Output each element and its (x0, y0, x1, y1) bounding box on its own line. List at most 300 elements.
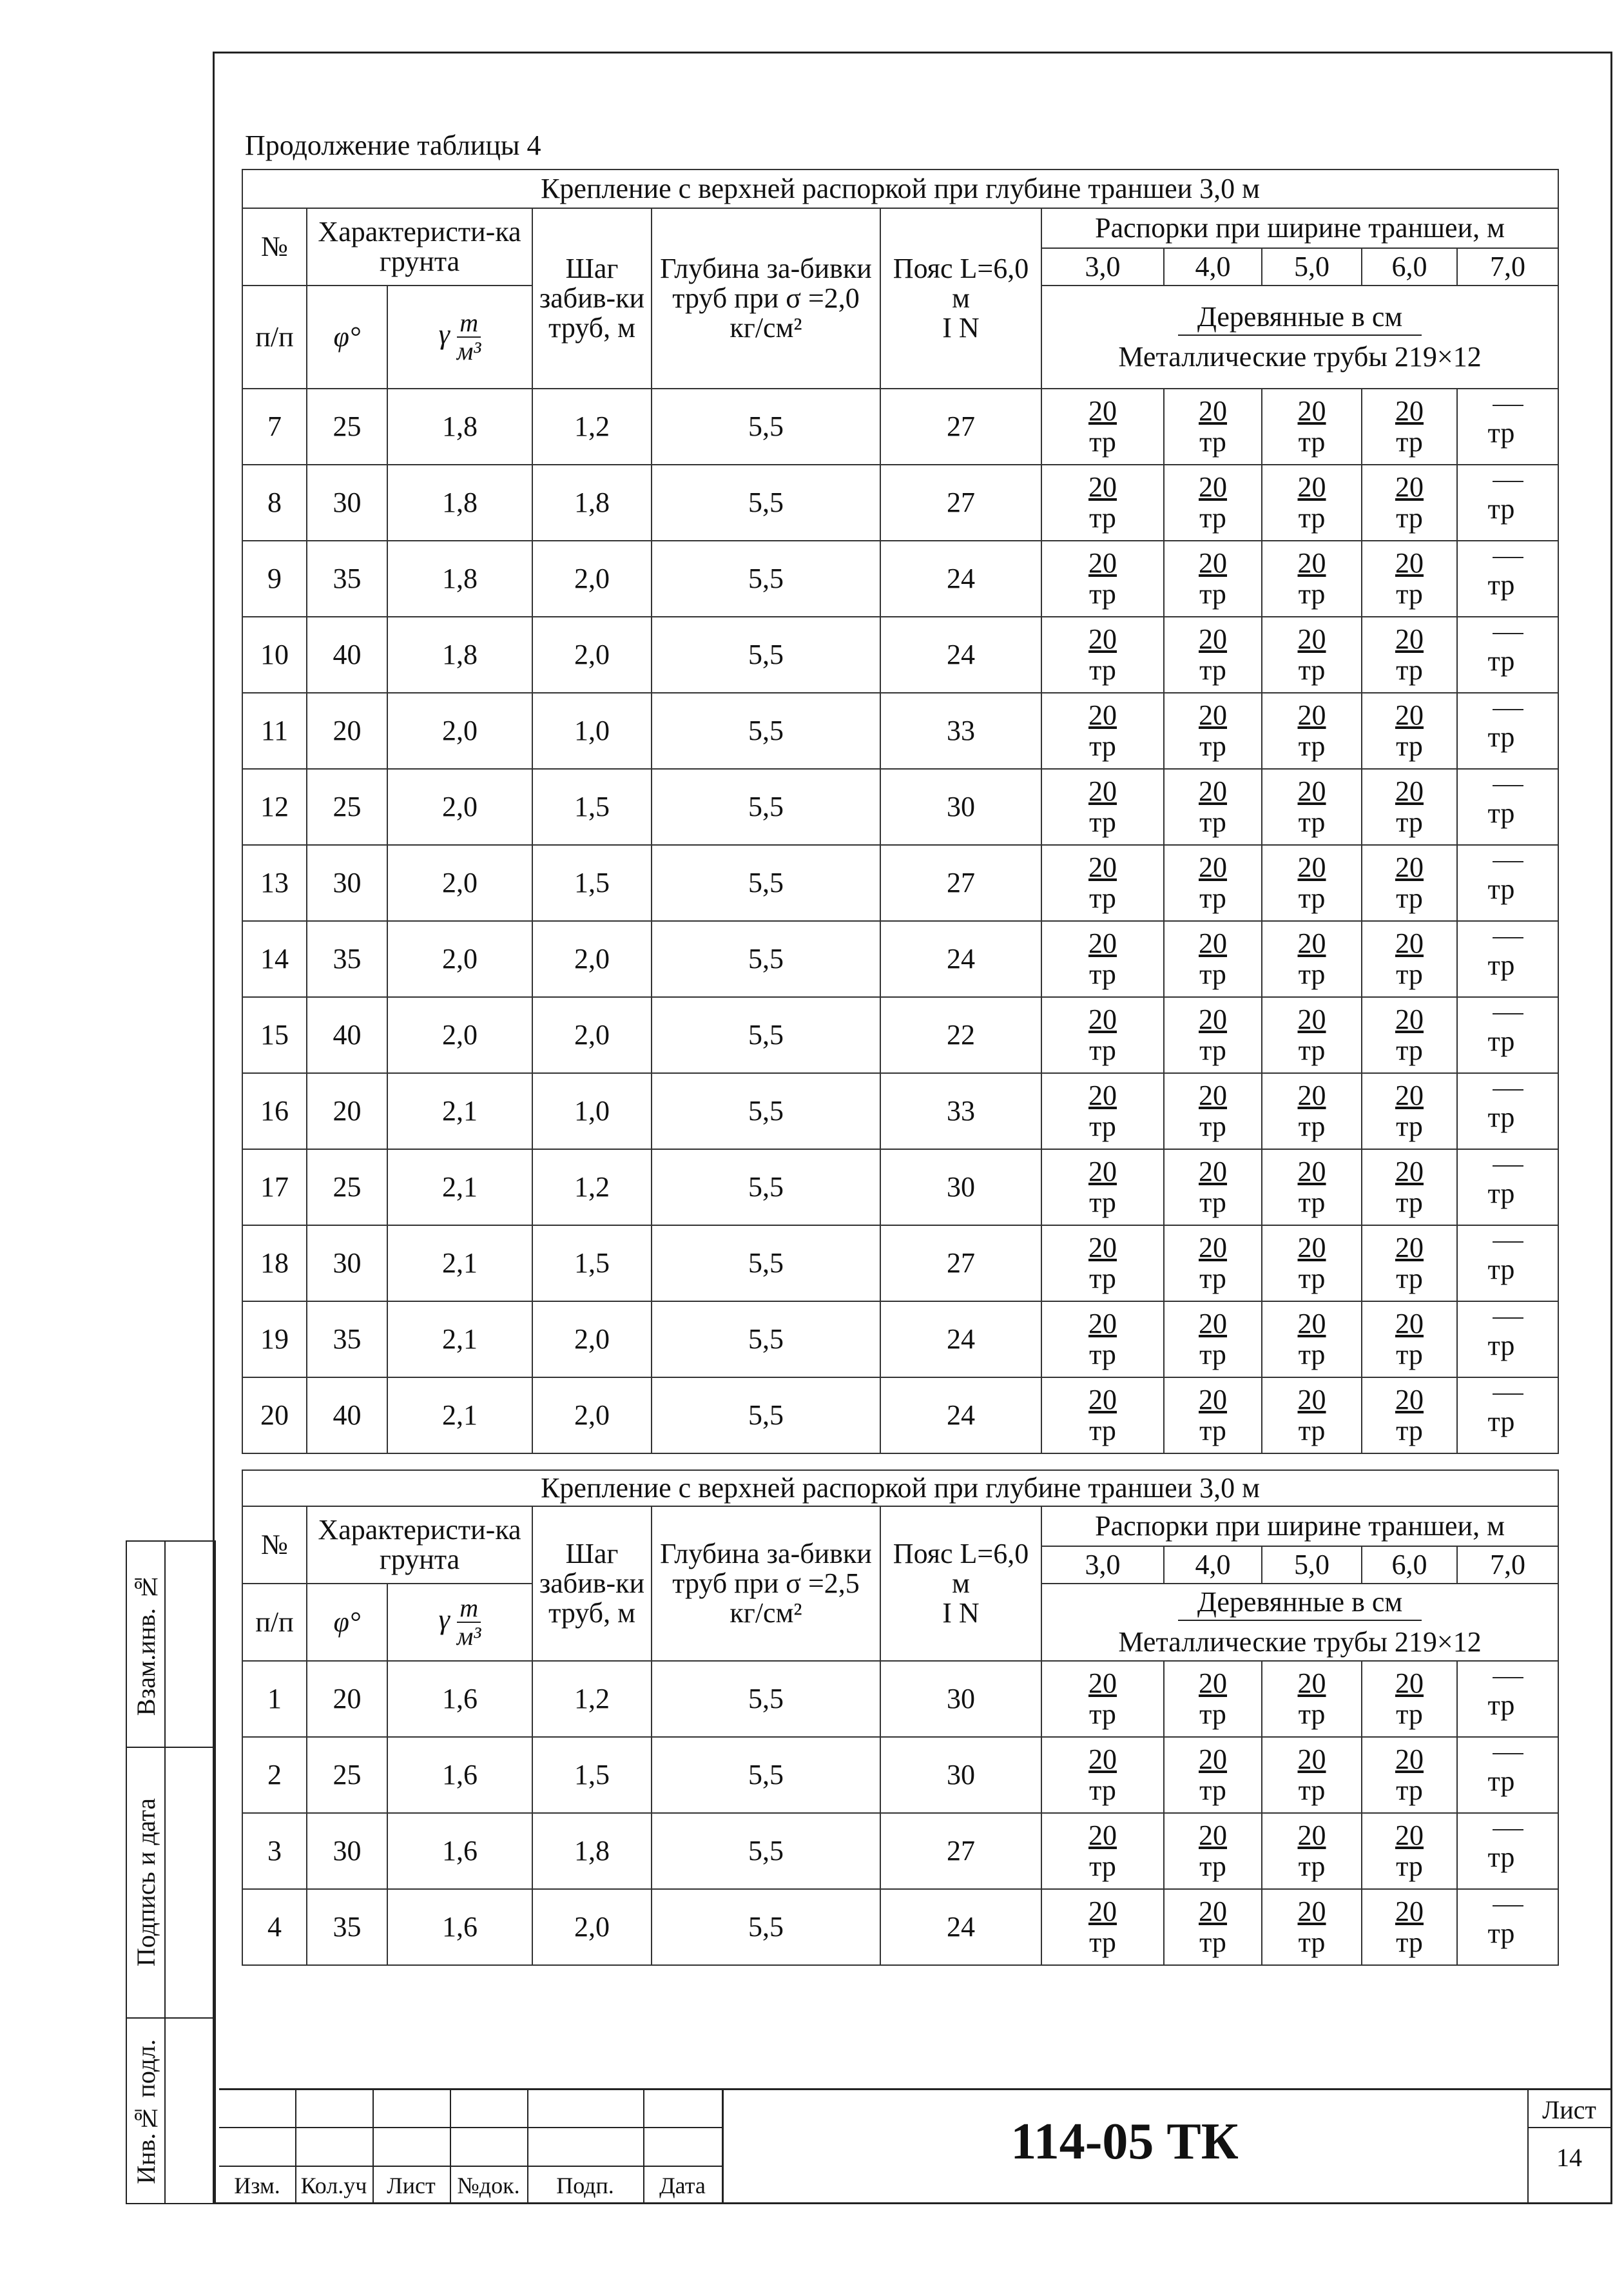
gamma-value: 2,1 (387, 1301, 532, 1377)
table-row (242, 997, 1558, 1073)
gamma-value: 2,0 (387, 845, 532, 921)
belt-value: 27 (880, 1225, 1041, 1301)
row-number: 20 (242, 1377, 307, 1453)
spacer-cell (1041, 997, 1164, 1073)
depth-value: 5,5 (652, 845, 880, 921)
wood-size: 20 (1199, 623, 1227, 655)
wood-size: 20 (1395, 1079, 1424, 1111)
phi-value: 40 (307, 617, 387, 693)
wood-size: 20 (1395, 1667, 1424, 1699)
spacer-cell (1362, 1073, 1457, 1149)
wood-size: 20 (1088, 775, 1117, 807)
spacer-cell-last (1457, 769, 1558, 845)
wood-size: 20 (1297, 1383, 1326, 1415)
wood-size: 20 (1199, 1003, 1227, 1035)
pipe-label: тр (1396, 1110, 1423, 1142)
spacer-cell (1362, 1225, 1457, 1301)
pipe-label: тр (1298, 730, 1326, 762)
wood-size: 20 (1199, 1895, 1227, 1927)
row-number: 3 (242, 1813, 307, 1889)
left-stamp (126, 1540, 216, 2204)
pipe-label: тр (1199, 1110, 1226, 1142)
gamma-value: 2,1 (387, 1377, 532, 1453)
spacer-cell (1041, 1889, 1164, 1965)
pipe-label: тр (1089, 1698, 1116, 1730)
soil-header: Характеристи-ка грунта (307, 1506, 532, 1584)
stamp-vzam: Взам.инв. № (131, 1572, 160, 1716)
dash-mark (1493, 1013, 1523, 1014)
wood-size: 20 (1395, 927, 1424, 959)
row-number: 13 (242, 845, 307, 921)
spacers-header: Распорки при ширине траншеи, м (1041, 1506, 1558, 1546)
wood-size: 20 (1395, 851, 1424, 883)
spacer-cell (1164, 997, 1262, 1073)
pipe-label: тр (1298, 1187, 1326, 1218)
row-number: 1 (242, 1661, 307, 1737)
spacer-cell (1262, 921, 1362, 997)
wood-size: 20 (1088, 1155, 1117, 1187)
pipe-label: тр (1089, 578, 1116, 610)
row-number: 16 (242, 1073, 307, 1149)
dash-mark (1493, 1677, 1523, 1678)
pipe-label: тр (1199, 654, 1226, 686)
spacer-cell (1362, 541, 1457, 617)
gamma-header: γ т м³ (387, 286, 532, 389)
pipe-label: тр (1089, 958, 1116, 990)
sheet-label: Лист (1542, 2095, 1596, 2124)
pipe-label: тр (1089, 882, 1116, 914)
pipe-label: тр (1396, 426, 1423, 458)
stamp-inv: Инв.№ подл. (131, 2039, 160, 2184)
wood-size: 20 (1088, 1667, 1117, 1699)
wood-size: 20 (1395, 1155, 1424, 1187)
pipe-label: тр (1487, 1025, 1515, 1057)
depth-value: 5,5 (652, 1813, 880, 1889)
depth-value: 5,5 (652, 769, 880, 845)
wood-size: 20 (1395, 1743, 1424, 1775)
phi-value: 35 (307, 921, 387, 997)
dash-mark (1493, 1829, 1523, 1830)
wood-size: 20 (1297, 1307, 1326, 1339)
step-value: 1,8 (532, 1813, 652, 1889)
spacer-cell (1164, 1149, 1262, 1225)
phi-value: 40 (307, 997, 387, 1073)
wood-size: 20 (1297, 623, 1326, 655)
num-header: № (242, 208, 307, 286)
spacer-cell (1041, 1377, 1164, 1453)
wood-size: 20 (1297, 547, 1326, 579)
wood-size: 20 (1088, 851, 1117, 883)
width-header: 5,0 (1262, 1546, 1362, 1584)
depth-value: 5,5 (652, 1377, 880, 1453)
row-number: 10 (242, 617, 307, 693)
pipe-label: тр (1199, 1187, 1226, 1218)
row-number: 2 (242, 1737, 307, 1813)
pipe-label: тр (1199, 502, 1226, 534)
phi-value: 35 (307, 1301, 387, 1377)
table-row (242, 1073, 1558, 1149)
phi-value: 25 (307, 1737, 387, 1813)
gamma-value: 2,0 (387, 693, 532, 769)
step-value: 2,0 (532, 617, 652, 693)
step-value: 2,0 (532, 541, 652, 617)
wood-size: 20 (1199, 927, 1227, 959)
step-value: 1,5 (532, 1225, 652, 1301)
wood-size: 20 (1088, 1819, 1117, 1851)
phi-value: 25 (307, 769, 387, 845)
wood-size: 20 (1088, 547, 1117, 579)
phi-value: 35 (307, 1889, 387, 1965)
wood-size: 20 (1199, 851, 1227, 883)
pipe-label: тр (1396, 1263, 1423, 1294)
wood-size: 20 (1395, 1819, 1424, 1851)
pipe-label: тр (1396, 1698, 1423, 1730)
wood-size: 20 (1395, 623, 1424, 655)
wood-size: 20 (1297, 1819, 1326, 1851)
row-number: 7 (242, 389, 307, 465)
spacer-cell (1041, 389, 1164, 465)
pipe-label: тр (1396, 958, 1423, 990)
gamma-value: 1,6 (387, 1889, 532, 1965)
depth-header: Глубина за-бивки труб при σ =2,5 кг/см² (652, 1506, 880, 1661)
spacer-cell (1362, 617, 1457, 693)
wood-size: 20 (1395, 470, 1424, 503)
spacer-cell (1262, 1301, 1362, 1377)
material-header: Деревянные в см Металлические трубы 219×12 (1041, 1584, 1558, 1661)
pipe-label: тр (1199, 806, 1226, 838)
tb-podp: Подп. (556, 2173, 614, 2198)
pipe-label: тр (1487, 1917, 1515, 1949)
table-row (242, 541, 1558, 617)
table-title: Крепление с верхней распоркой при глубине траншеи 3,0 м (242, 1470, 1558, 1506)
dash-mark (1493, 557, 1523, 558)
spacer-cell (1164, 921, 1262, 997)
wood-size: 20 (1199, 1155, 1227, 1187)
wood-size: 20 (1199, 1231, 1227, 1263)
belt-value: 27 (880, 845, 1041, 921)
wood-size: 20 (1297, 851, 1326, 883)
wood-size: 20 (1297, 1003, 1326, 1035)
pipe-label: тр (1199, 958, 1226, 990)
tb-izm: Изм. (234, 2173, 280, 2198)
dash-mark (1493, 937, 1523, 938)
pipe-label: тр (1396, 730, 1423, 762)
step-value: 2,0 (532, 1377, 652, 1453)
pipe-label: тр (1487, 1177, 1515, 1209)
phi-value: 20 (307, 693, 387, 769)
depth-value: 5,5 (652, 541, 880, 617)
soil-header: Характеристи-ка грунта (307, 208, 532, 286)
spacer-cell-last (1457, 997, 1558, 1073)
pipe-label: тр (1089, 1774, 1116, 1806)
gamma-header: γ т м³ (387, 1584, 532, 1661)
pipe-label: тр (1089, 730, 1116, 762)
spacer-cell (1362, 1889, 1457, 1965)
wood-size: 20 (1297, 699, 1326, 731)
spacer-cell (1164, 465, 1262, 541)
spacer-cell (1262, 1073, 1362, 1149)
spacer-cell (1164, 541, 1262, 617)
row-number: 11 (242, 693, 307, 769)
gamma-value: 2,0 (387, 769, 532, 845)
pipe-label: тр (1298, 1774, 1326, 1806)
material-header: Деревянные в см Металлические трубы 219×12 (1041, 286, 1558, 389)
depth-value: 5,5 (652, 921, 880, 997)
wood-size: 20 (1395, 547, 1424, 579)
pipe-label: тр (1199, 1850, 1226, 1882)
pipe-label: тр (1396, 1415, 1423, 1446)
step-value: 2,0 (532, 1301, 652, 1377)
table-row (242, 1149, 1558, 1225)
dash-mark (1493, 1317, 1523, 1319)
row-number: 8 (242, 465, 307, 541)
pipe-label: тр (1199, 1698, 1226, 1730)
pipe-label: тр (1487, 1405, 1515, 1437)
width-header: 6,0 (1362, 1546, 1457, 1584)
pipe-label: тр (1487, 645, 1515, 677)
dash-mark (1493, 785, 1523, 786)
depth-value: 5,5 (652, 389, 880, 465)
spacer-cell (1262, 997, 1362, 1073)
belt-value: 27 (880, 1813, 1041, 1889)
table-2 (242, 1469, 1559, 1966)
phi-value: 20 (307, 1661, 387, 1737)
spacer-cell (1362, 389, 1457, 465)
row-number: 4 (242, 1889, 307, 1965)
spacer-cell (1362, 845, 1457, 921)
spacer-cell (1164, 693, 1262, 769)
pipe-label: тр (1396, 1926, 1423, 1958)
wood-size: 20 (1297, 1155, 1326, 1187)
pipe-label: тр (1396, 1034, 1423, 1066)
wood-size: 20 (1088, 1895, 1117, 1927)
step-value: 1,5 (532, 1737, 652, 1813)
spacer-cell (1262, 1737, 1362, 1813)
depth-value: 5,5 (652, 465, 880, 541)
belt-value: 33 (880, 693, 1041, 769)
gamma-value: 1,8 (387, 389, 532, 465)
depth-value: 5,5 (652, 693, 880, 769)
row-number: 18 (242, 1225, 307, 1301)
wood-size: 20 (1297, 1231, 1326, 1263)
gamma-value: 1,8 (387, 541, 532, 617)
gamma-value: 2,1 (387, 1149, 532, 1225)
spacer-cell (1041, 693, 1164, 769)
pipe-label: тр (1199, 1415, 1226, 1446)
gamma-value: 1,8 (387, 465, 532, 541)
table-row (242, 1737, 1558, 1813)
spacer-cell-last (1457, 921, 1558, 997)
belt-value: 30 (880, 1737, 1041, 1813)
table-1 (242, 169, 1559, 1454)
num-header-2: п/п (242, 286, 307, 389)
row-number: 19 (242, 1301, 307, 1377)
pipe-label: тр (1396, 1850, 1423, 1882)
pipe-label: тр (1199, 730, 1226, 762)
tb-ndok: №док. (457, 2173, 520, 2198)
wood-size: 20 (1395, 1003, 1424, 1035)
pipe-label: тр (1487, 1689, 1515, 1721)
num-header: № (242, 1506, 307, 1584)
spacer-cell-last (1457, 1813, 1558, 1889)
gamma-value: 1,8 (387, 617, 532, 693)
spacer-cell (1041, 1301, 1164, 1377)
wood-size: 20 (1297, 927, 1326, 959)
belt-value: 24 (880, 1889, 1041, 1965)
spacer-cell (1164, 1377, 1262, 1453)
spacer-cell (1362, 1737, 1457, 1813)
pipe-label: тр (1199, 1774, 1226, 1806)
width-header: 4,0 (1164, 248, 1262, 286)
spacer-cell-last (1457, 1377, 1558, 1453)
wood-size: 20 (1199, 1743, 1227, 1775)
phi-value: 30 (307, 1813, 387, 1889)
spacer-cell (1041, 465, 1164, 541)
gamma-value: 1,6 (387, 1813, 532, 1889)
doc-code: 114-05 ТК (1010, 2113, 1239, 2170)
phi-value: 35 (307, 541, 387, 617)
spacer-cell (1164, 1661, 1262, 1737)
row-number: 9 (242, 541, 307, 617)
dash-mark (1493, 1905, 1523, 1906)
spacer-cell (1362, 693, 1457, 769)
spacer-cell (1262, 1149, 1362, 1225)
spacer-cell (1262, 465, 1362, 541)
spacers-header: Распорки при ширине траншеи, м (1041, 208, 1558, 248)
step-value: 1,8 (532, 465, 652, 541)
spacer-cell-last (1457, 1737, 1558, 1813)
wood-size: 20 (1297, 1079, 1326, 1111)
pipe-label: тр (1298, 1263, 1326, 1294)
table-row (242, 1301, 1558, 1377)
spacer-cell (1041, 1225, 1164, 1301)
belt-header: Пояс L=6,0 м I N (880, 208, 1041, 389)
spacer-cell (1164, 389, 1262, 465)
width-header: 7,0 (1457, 1546, 1558, 1584)
spacer-cell (1041, 769, 1164, 845)
step-value: 1,5 (532, 769, 652, 845)
pipe-label: тр (1298, 502, 1326, 534)
wood-size: 20 (1395, 1307, 1424, 1339)
pipe-label: тр (1089, 1339, 1116, 1370)
step-value: 2,0 (532, 997, 652, 1073)
wood-size: 20 (1088, 394, 1117, 427)
spacer-cell (1362, 769, 1457, 845)
spacer-cell-last (1457, 389, 1558, 465)
table-row (242, 1813, 1558, 1889)
pipe-label: тр (1487, 1329, 1515, 1361)
width-header: 7,0 (1457, 248, 1558, 286)
spacer-cell-last (1457, 845, 1558, 921)
spacer-cell (1041, 617, 1164, 693)
pipe-label: тр (1298, 1926, 1326, 1958)
depth-value: 5,5 (652, 1149, 880, 1225)
spacer-cell (1164, 1889, 1262, 1965)
dash-mark (1493, 709, 1523, 710)
row-number: 12 (242, 769, 307, 845)
table-row (242, 1661, 1558, 1737)
pipe-label: тр (1199, 1926, 1226, 1958)
depth-header: Глубина за-бивки труб при σ =2,0 кг/см² (652, 208, 880, 389)
spacer-cell (1262, 617, 1362, 693)
belt-value: 24 (880, 541, 1041, 617)
wood-size: 20 (1199, 1667, 1227, 1699)
pipe-label: тр (1089, 1034, 1116, 1066)
pipe-label: тр (1089, 1850, 1116, 1882)
belt-value: 24 (880, 921, 1041, 997)
pipe-label: тр (1089, 1926, 1116, 1958)
pipe-label: тр (1487, 1101, 1515, 1133)
belt-value: 27 (880, 389, 1041, 465)
wood-size: 20 (1088, 1003, 1117, 1035)
wood-size: 20 (1088, 1231, 1117, 1263)
wood-size: 20 (1088, 1383, 1117, 1415)
wood-size: 20 (1395, 1895, 1424, 1927)
belt-value: 30 (880, 1661, 1041, 1737)
dash-mark (1493, 861, 1523, 862)
spacer-cell (1262, 693, 1362, 769)
spacer-cell (1362, 1661, 1457, 1737)
spacer-cell (1362, 465, 1457, 541)
wood-size: 20 (1395, 394, 1424, 427)
spacer-cell-last (1457, 1661, 1558, 1737)
dash-mark (1493, 1393, 1523, 1395)
step-header: Шаг забив-ки труб, м (532, 208, 652, 389)
dash-mark (1493, 1165, 1523, 1167)
step-value: 1,2 (532, 389, 652, 465)
pipe-label: тр (1487, 873, 1515, 905)
gamma-value: 1,6 (387, 1737, 532, 1813)
spacer-cell (1262, 1813, 1362, 1889)
table-row (242, 845, 1558, 921)
step-value: 1,5 (532, 845, 652, 921)
table-row (242, 1225, 1558, 1301)
phi-value: 30 (307, 845, 387, 921)
table-row (242, 1889, 1558, 1965)
wood-size: 20 (1395, 1383, 1424, 1415)
pipe-label: тр (1298, 578, 1326, 610)
pipe-label: тр (1487, 1765, 1515, 1797)
width-header: 6,0 (1362, 248, 1457, 286)
pipe-label: тр (1298, 806, 1326, 838)
pipe-label: тр (1396, 882, 1423, 914)
row-number: 15 (242, 997, 307, 1073)
table-row (242, 617, 1558, 693)
spacer-cell (1041, 1073, 1164, 1149)
spacer-cell (1041, 845, 1164, 921)
dash-mark (1493, 1089, 1523, 1091)
width-header: 3,0 (1041, 248, 1164, 286)
belt-value: 22 (880, 997, 1041, 1073)
wood-size: 20 (1297, 394, 1326, 427)
step-value: 1,0 (532, 1073, 652, 1149)
spacer-cell (1041, 1149, 1164, 1225)
pipe-label: тр (1487, 1253, 1515, 1285)
spacer-cell (1262, 1661, 1362, 1737)
wood-size: 20 (1088, 699, 1117, 731)
depth-value: 5,5 (652, 1301, 880, 1377)
table-row (242, 389, 1558, 465)
spacer-cell-last (1457, 1149, 1558, 1225)
pipe-label: тр (1487, 721, 1515, 753)
spacer-cell (1362, 1301, 1457, 1377)
pipe-label: тр (1487, 949, 1515, 981)
pipe-label: тр (1089, 1415, 1116, 1446)
wood-size: 20 (1199, 1383, 1227, 1415)
spacer-cell (1262, 845, 1362, 921)
belt-value: 24 (880, 1377, 1041, 1453)
wood-size: 20 (1297, 775, 1326, 807)
